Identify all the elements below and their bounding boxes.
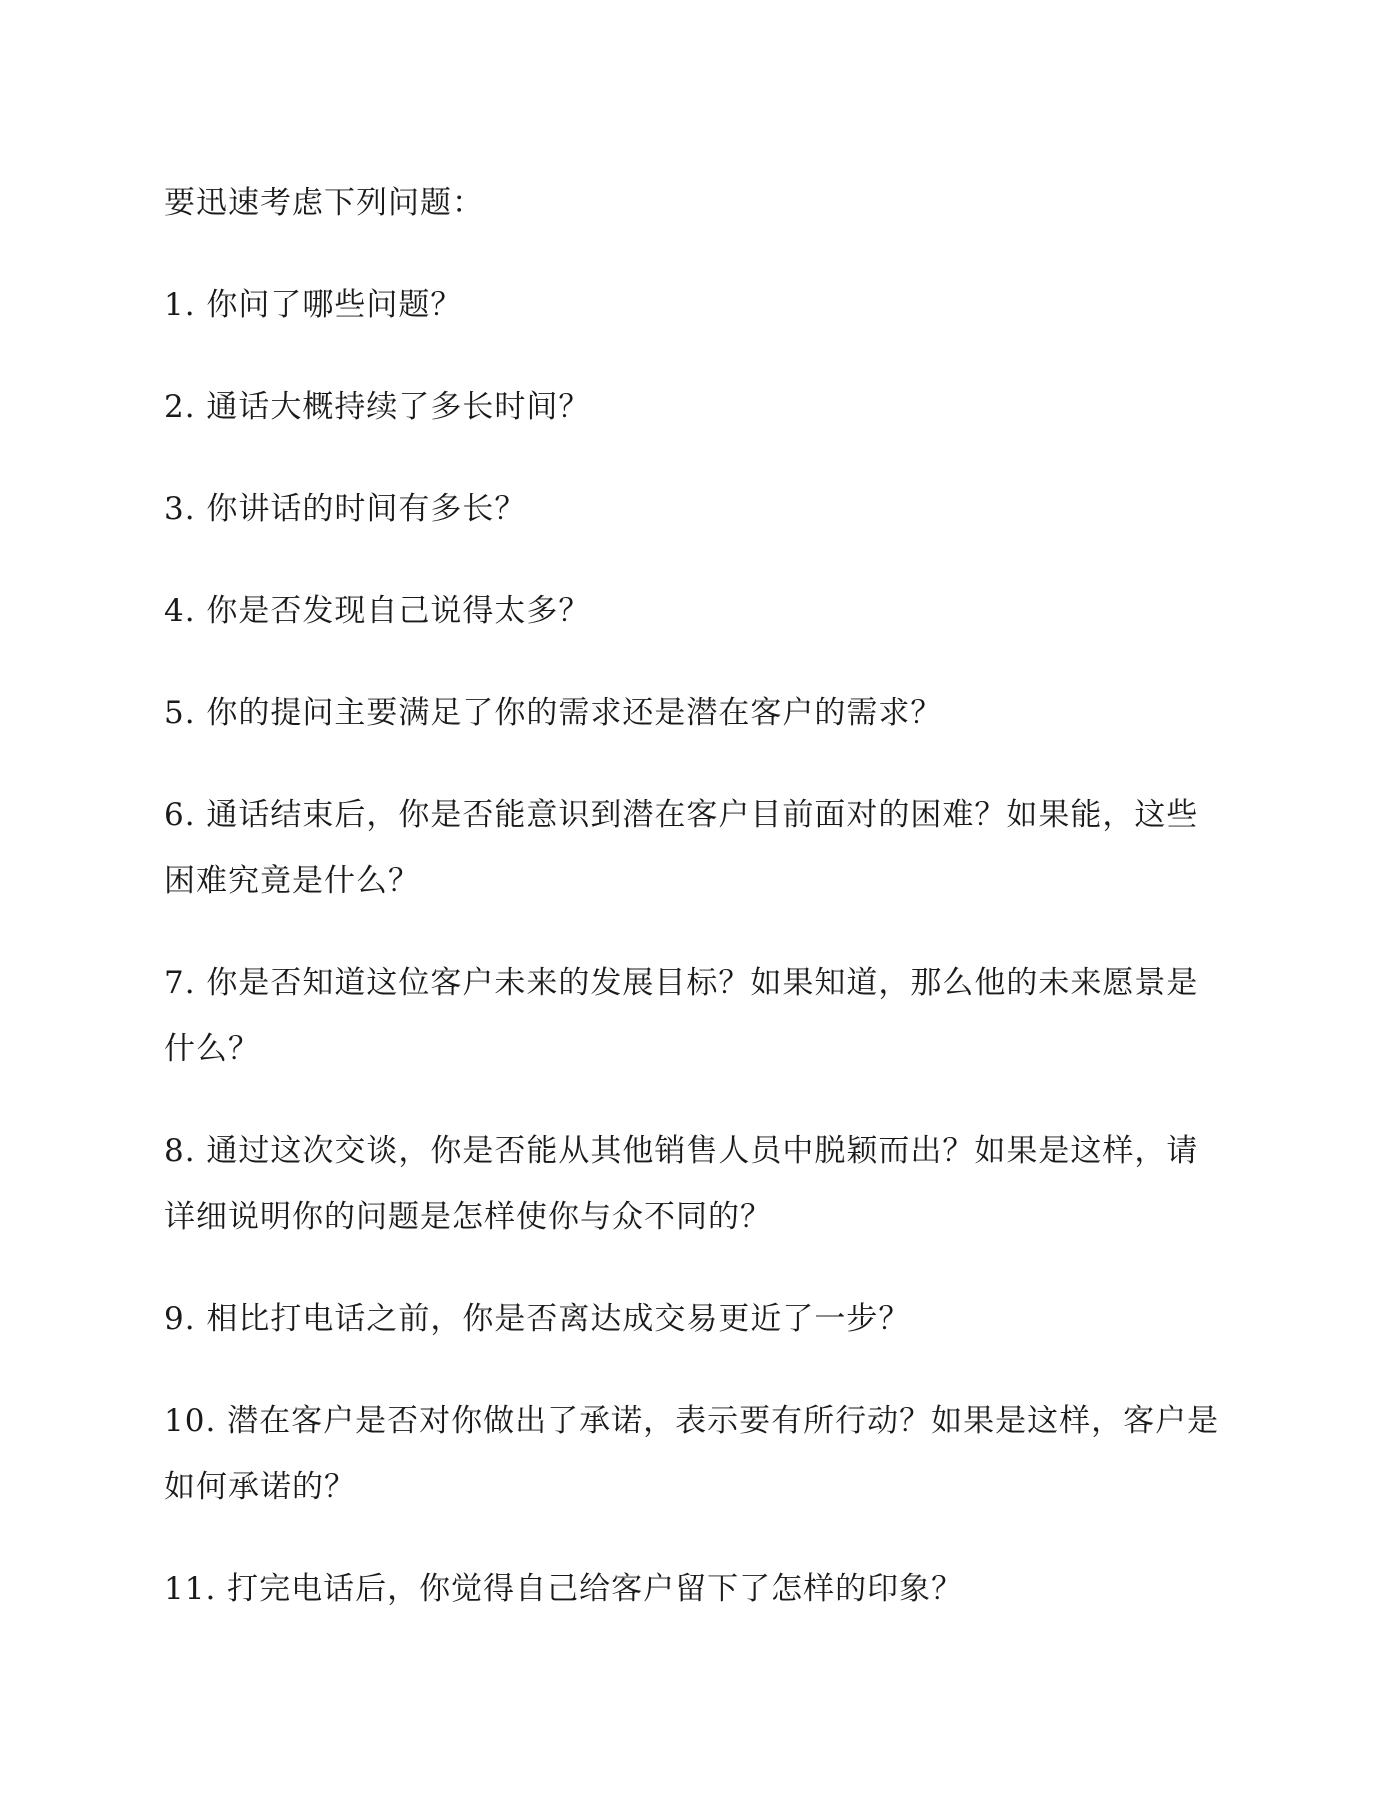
question-item-8: 8. 通过这次交谈，你是否能从其他销售人员中脱颖而出？如果是这样，请详细说明你的问题是怎样使你与众不同的？ — [164, 1133, 1199, 1235]
question-item-7: 7. 你是否知道这位客户未来的发展目标？如果知道，那么他的未来愿景是什么？ — [164, 965, 1199, 1067]
intro-text: 要迅速考虑下列问题： — [164, 185, 484, 221]
question-item-1: 1. 你问了哪些问题？ — [164, 287, 463, 323]
question-item-11: 11. 打完电话后，你觉得自己给客户留下了怎样的印象？ — [164, 1571, 964, 1607]
document-body — [164, 170, 1224, 1658]
question-item-10: 10. 潜在客户是否对你做出了承诺，表示要有所行动？如果是这样，客户是如何承诺的？ — [164, 1403, 1220, 1505]
question-item-3: 3. 你讲话的时间有多长？ — [164, 491, 527, 527]
question-item-2: 2. 通话大概持续了多长时间？ — [164, 389, 591, 425]
question-item-6: 6. 通话结束后，你是否能意识到潜在客户目前面对的困难？如果能，这些困难究竟是什么？ — [164, 797, 1199, 899]
question-item-9: 9. 相比打电话之前，你是否离达成交易更近了一步？ — [164, 1301, 911, 1337]
question-item-4: 4. 你是否发现自己说得太多？ — [164, 593, 591, 629]
question-item-5: 5. 你的提问主要满足了你的需求还是潜在客户的需求？ — [164, 695, 943, 731]
